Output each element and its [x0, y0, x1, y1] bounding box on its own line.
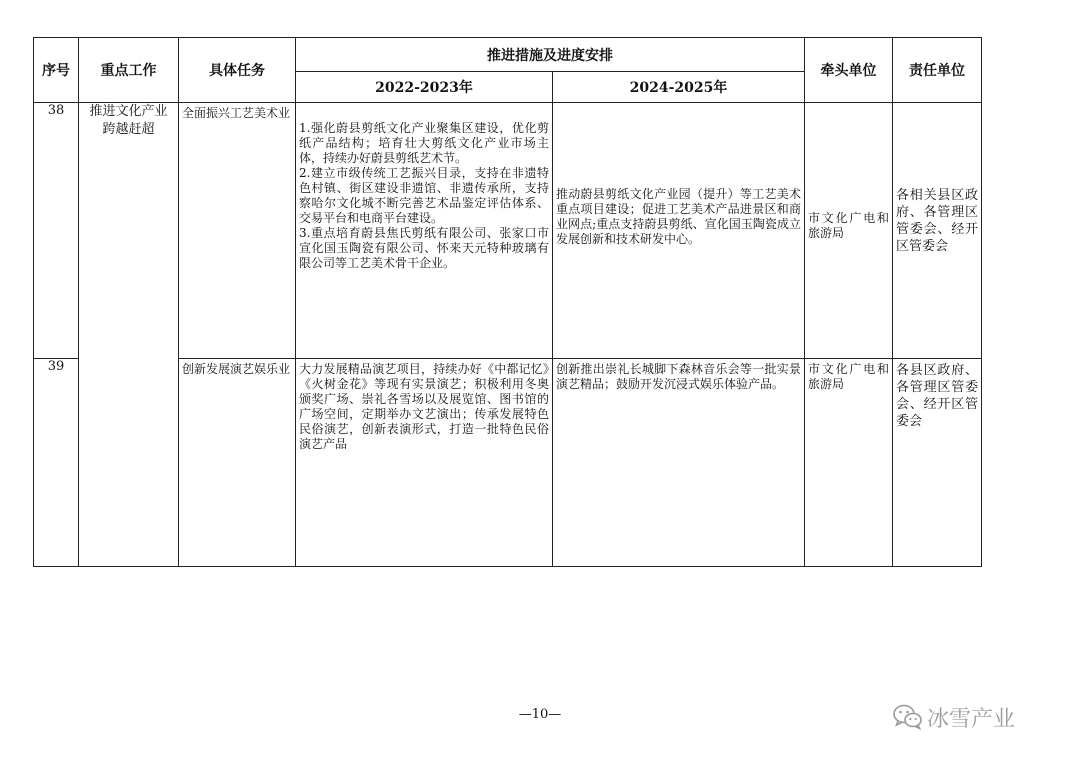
key-work-cell [79, 103, 179, 567]
task-text: 创新发展演艺娱乐业 [182, 362, 291, 376]
period2-text: 创新推出崇礼长城脚下森林音乐会等一批实景演艺精品；鼓励开发沉浸式娱乐体验产品。 [556, 362, 801, 391]
measure-item: 3.重点培育蔚县焦氏剪纸有限公司、张家口市宣化国玉陶瓷有限公司、怀来天元特种玻璃有限公司等工艺美术骨干企业。 [299, 226, 549, 270]
resp-text: 各相关县区政府、各管理区管委会、经开区管委会 [896, 188, 978, 254]
measure-item: 大力发展精品演艺项目，持续办好《中都记忆》《火树金花》等现有实景演艺；积极利用冬奥颁奖广场、崇礼各雪场以及展览馆、图书馆的广场空间，定期举办文艺演出；传承发展特色民俗演艺，创新表演形式，打造一批特色民俗演艺产品 [299, 362, 549, 451]
lead-text: 市文化广电和旅游局 [808, 362, 889, 391]
period1-text [296, 103, 552, 273]
header-period-2022-2023: 2022-2023年 [296, 72, 553, 103]
period1-text [296, 359, 552, 454]
header-key-work: 重点工作 [79, 38, 179, 103]
measure-item: 2.建立市级传统工艺振兴目录，支持在非遗特色村镇、街区建设非遗馆、非遗传承所，支持察哈尔文化城不断完善艺术品鉴定评估体系、交易平台和电商平台建设。 [299, 166, 549, 225]
row-seq: 39 [34, 359, 79, 567]
lead-cell [805, 359, 893, 567]
header-task: 具体任务 [179, 38, 296, 103]
resp-cell [893, 103, 982, 359]
page-number: —10— [518, 707, 562, 722]
header-resp: 责任单位 [893, 38, 982, 103]
header-measures: 推进措施及进度安排 [296, 38, 805, 72]
task-text: 全面振兴工艺美术业 [182, 106, 291, 120]
lead-cell [805, 103, 893, 359]
watermark [893, 702, 1015, 732]
watermark-text: 冰雪产业 [927, 706, 1016, 732]
header-row [34, 38, 982, 72]
resp-text: 各县区政府、各管理区管委会、经开区管委会 [896, 363, 978, 429]
row-seq: 38 [34, 103, 79, 359]
key-work-text: 推进文化产业跨越赶超 [89, 104, 168, 137]
table-row [34, 103, 982, 359]
measure-item: 1.强化蔚县剪纸文化产业聚集区建设，优化剪纸产品结构；培育壮大剪纸文化产业市场主体，持续办好蔚县剪纸艺术节。 [299, 121, 549, 165]
resp-cell [893, 359, 982, 567]
header-period-2024-2025: 2024-2025年 [553, 72, 805, 103]
task-cell [179, 359, 296, 567]
period2-cell [553, 103, 805, 359]
plan-table [33, 37, 982, 567]
header-lead: 牵头单位 [805, 38, 893, 103]
header-seq: 序号 [34, 38, 79, 103]
period2-text: 推动蔚县剪纸文化产业园（提升）等工艺美术重点项目建设；促进工艺美术产品进景区和商业网点;重点支持蔚县剪纸、宣化国玉陶瓷成立发展创新和技术研发中心。 [556, 187, 801, 246]
task-cell [179, 103, 296, 359]
period1-cell [296, 103, 553, 359]
wechat-icon [893, 704, 923, 730]
period1-cell [296, 359, 553, 567]
period2-cell [553, 359, 805, 567]
lead-text: 市文化广电和旅游局 [808, 211, 889, 240]
